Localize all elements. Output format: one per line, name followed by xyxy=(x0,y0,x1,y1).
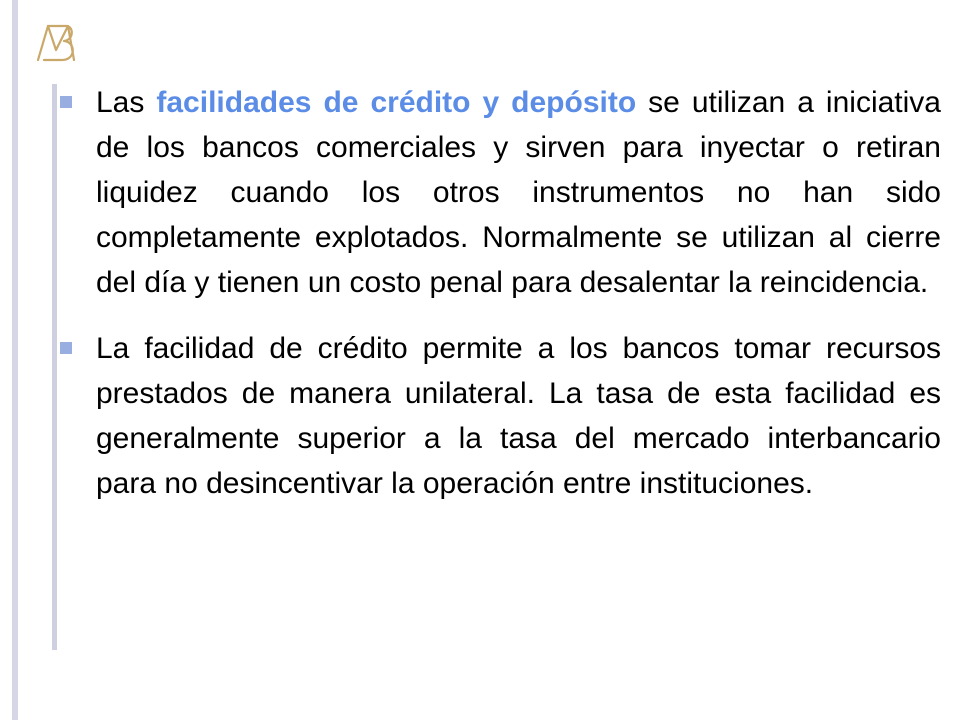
left-edge-rule xyxy=(12,0,18,720)
square-bullet-icon xyxy=(60,342,72,354)
square-bullet-icon xyxy=(60,96,72,108)
bullet-list xyxy=(96,80,941,506)
bullet-text: La facilidad de crédito permite a los bancos tomar recursos prestados de manera unilateral. La tasa de esta facilidad es generalmente superior a la tasa del mercado interbancario para no desincentivar la operación entre instituciones. xyxy=(96,332,941,500)
bullet-text-lead: Las xyxy=(96,86,157,119)
content-rule xyxy=(52,84,57,650)
bullet-text-rest: se utilizan a iniciativa de los bancos comerciales y sirven para inyectar o retiran liquidez cuando los otros instrumentos no han sido completamente explotados. Normalmente se utilizan al cierre del día y tienen un costo penal para desalentar la reincidencia. xyxy=(96,86,941,299)
bullet-credit-deposit-facilities xyxy=(96,80,941,305)
monogram-logo xyxy=(34,20,80,66)
bullet-credit-facility xyxy=(96,326,941,506)
highlighted-term: facilidades de crédito y depósito xyxy=(156,86,637,119)
